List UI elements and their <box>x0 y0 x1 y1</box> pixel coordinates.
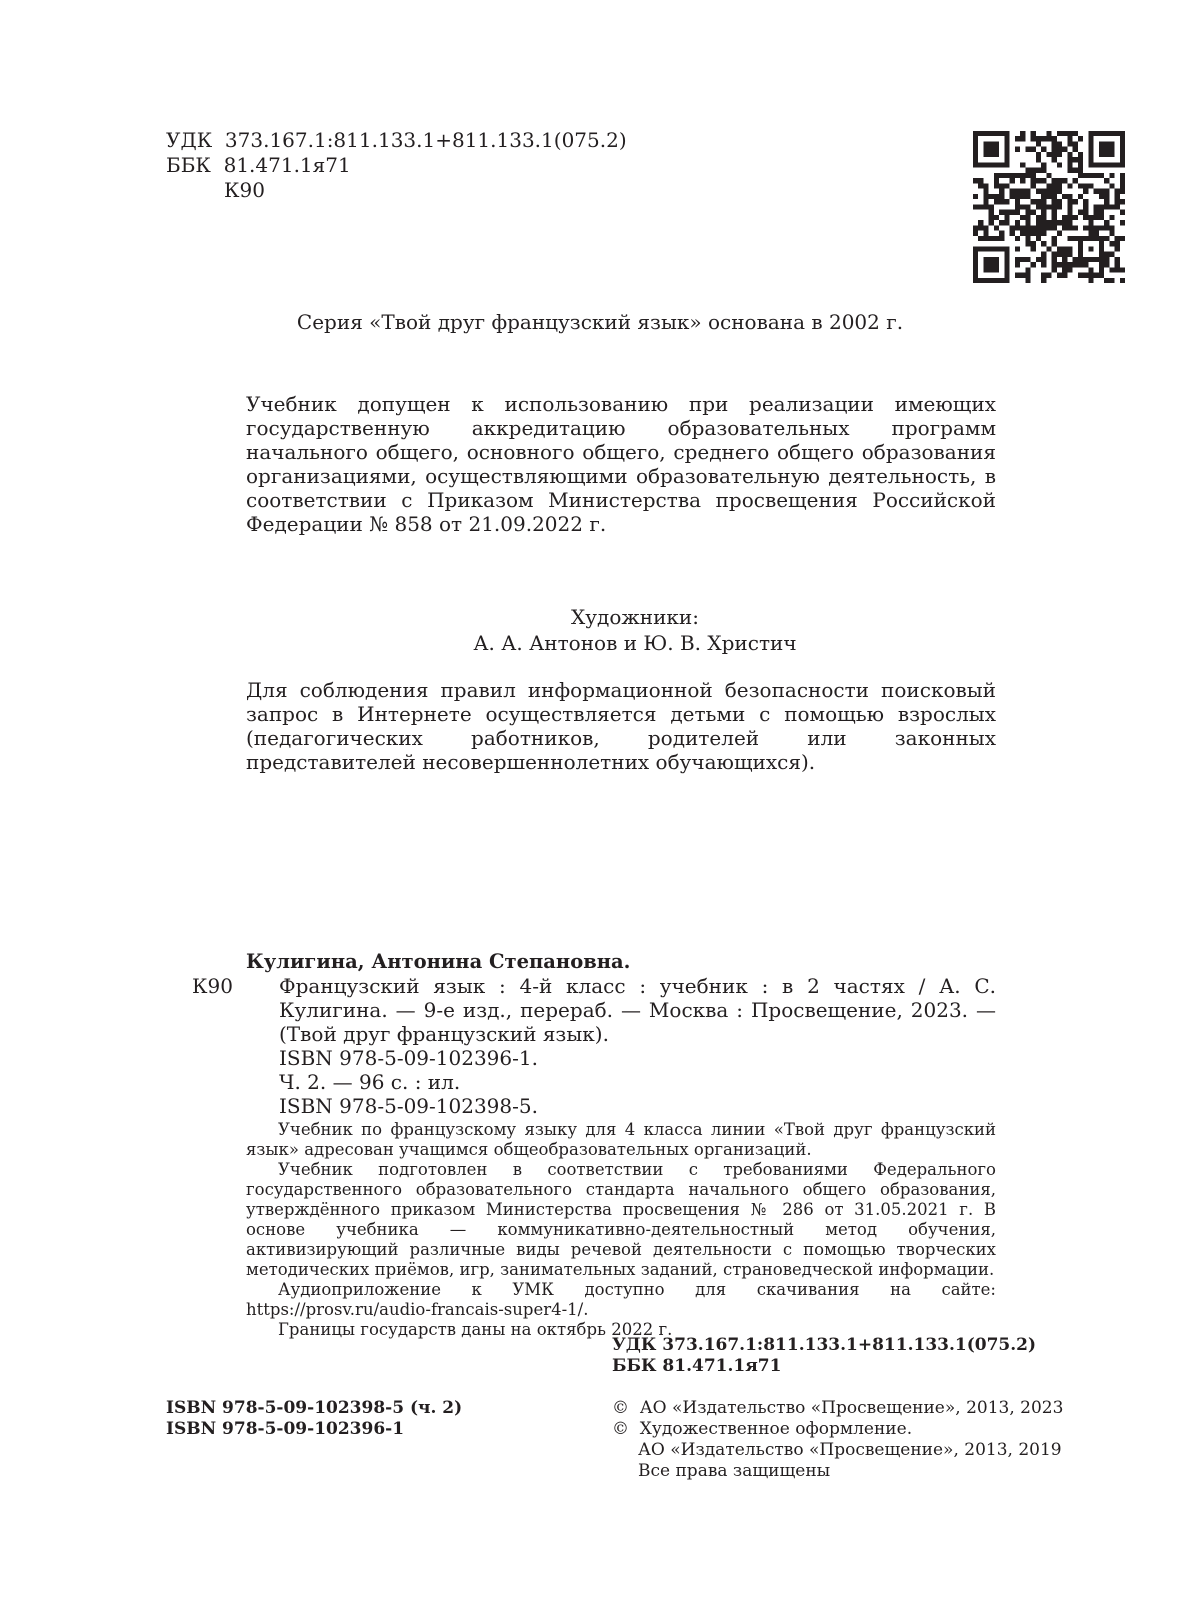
approval-statement: Учебник допущен к использованию при реализации имеющих государственную аккредитацию образовательных программ начального общего, основного общего, среднего общего образования организациями, осуществляющими образовательную деятельность, в соответствии с Приказом Министерства просвещения Российской Федерации № 858 от 21.09.2022 г. <box>246 392 996 536</box>
bottom-isbn <box>166 1398 462 1440</box>
record-description: Французский язык : 4-й класс : учебник : в 2 частях / А. С. Кулигина. — 9-е изд., перераб. — Москва : Просвещение, 2023. — (Твой друг французский язык). <box>279 974 996 1046</box>
bottom-classification <box>612 1335 1036 1377</box>
abstract <box>246 1120 996 1340</box>
bottom-isbn-part: ISBN 978-5-09-102398-5 (ч. 2) <box>166 1398 463 1418</box>
part-info: Ч. 2. — 96 с. : ил. <box>279 1070 461 1094</box>
bottom-isbn-full: ISBN 978-5-09-102396-1 <box>166 1419 405 1439</box>
author-name: Кулигина, Антонина Степановна. <box>246 950 631 973</box>
abstract-paragraph: Границы государств даны на октябрь 2022 г. <box>278 1320 673 1339</box>
qr-code-icon <box>973 131 1125 283</box>
record-code: К90 <box>192 974 233 998</box>
bottom-bbk: ББК 81.471.1я71 <box>612 1356 782 1376</box>
copyright-block <box>612 1398 1063 1482</box>
abstract-paragraph: Учебник подготовлен в соответствии с требованиями Федерального государственного образовательного стандарта начального общего образования, утверждённого приказом Министерства просвещения № 286 от 31.05.2021 г. В основе учебника — коммуникативно-деятельностный метод обучения, активизирующий различные виды речевой деятельности с помощью творческих методических приёмов, игр, занимательных заданий, страноведческой информации. <box>246 1160 996 1279</box>
isbn-full: ISBN 978-5-09-102396-1. <box>279 1046 538 1070</box>
abstract-paragraph: Аудиоприложение к УМК доступно для скачивания на сайте: https://prosv.ru/audio-francais-super4-1/. <box>246 1280 996 1319</box>
author-mark: К90 <box>224 178 265 202</box>
copyright-line: АО «Издательство «Просвещение», 2013, 2019 <box>638 1440 1062 1460</box>
artists-names: А. А. Антонов и Ю. В. Христич <box>473 631 797 655</box>
artists-credit <box>0 604 1200 656</box>
bottom-udk: УДК 373.167.1:811.133.1+811.133.1(075.2) <box>612 1335 1037 1355</box>
safety-note: Для соблюдения правил информационной безопасности поисковый запрос в Интернете осуществляется детьми с помощью взрослых (педагогических работников, родителей или законных представителей несовершеннолетних обучающихся). <box>246 678 996 774</box>
classification-block <box>166 128 627 203</box>
isbn-part: ISBN 978-5-09-102398-5. <box>279 1094 538 1118</box>
abstract-paragraph: Учебник по французскому языку для 4 класса линии «Твой друг французский язык» адресован учащимся общеобразовательных организаций. <box>246 1120 996 1159</box>
copyright-line: © Художественное оформление. <box>612 1419 913 1439</box>
bbk-code: ББК 81.471.1я71 <box>166 153 351 177</box>
bibliographic-record <box>166 950 996 1340</box>
artists-label: Художники: <box>571 605 699 629</box>
rights-reserved: Все права защищены <box>638 1461 831 1481</box>
udk-code: УДК 373.167.1:811.133.1+811.133.1(075.2) <box>166 128 627 152</box>
series-note: Серия «Твой друг французский язык» основана в 2002 г. <box>296 310 904 334</box>
copyright-line: © АО «Издательство «Просвещение», 2013, 2023 <box>612 1398 1064 1418</box>
